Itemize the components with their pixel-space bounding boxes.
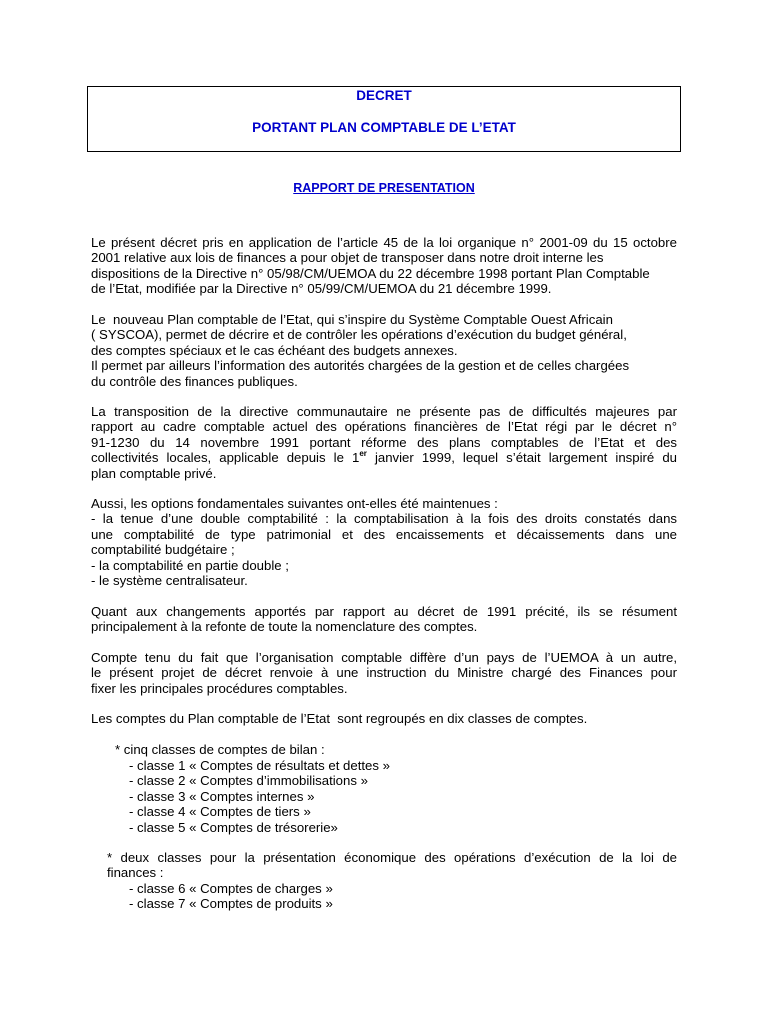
text-fragment: janvier 1999, lequel s’était largement inspiré du — [366, 450, 677, 466]
text-line: plan comptable privé. — [91, 465, 217, 481]
text-line: Il permet par ailleurs l’information des autorités chargées de la gestion et de celles chargées — [91, 358, 630, 374]
bilan-classes-list — [129, 758, 390, 835]
text-line: 2001 relative aux lois de finances a pour objet de transposer dans notre droit interne les — [91, 250, 604, 266]
text-fragment: collectivités locales, applicable depuis le 1 — [91, 450, 360, 466]
paragraph-new-plan — [91, 312, 677, 389]
title-box — [87, 86, 681, 152]
list-item: - classe 1 « Comptes de résultats et dettes » — [129, 758, 390, 773]
text-line: Aussi, les options fondamentales suivantes ont-elles été maintenues : — [91, 496, 498, 511]
text-line: 91-1230 du 14 novembre 1991 portant réforme des plans comptables de l’Etat et des — [91, 434, 677, 450]
report-heading: RAPPORT DE PRESENTATION — [293, 181, 475, 195]
text-line: du contrôle des finances publiques. — [91, 373, 298, 389]
ordinal-superscript: er — [359, 449, 367, 459]
text-line: Le nouveau Plan comptable de l’Etat, qui s’inspire du Système Comptable Ouest Africain — [91, 312, 613, 327]
list-item: - classe 7 « Comptes de produits » — [129, 896, 333, 912]
economic-classes-heading — [107, 850, 677, 881]
text-line: rapport au cadre comptable actuel des opérations financières de l’Etat régi par le décret n° — [91, 419, 677, 435]
text-line: - la tenue d’une double comptabilité : la comptabilisation à la fois des droits constatés dans — [91, 511, 677, 527]
paragraph-organisation — [91, 650, 677, 696]
text-line: des comptes spéciaux et le cas échéant des budgets annexes. — [91, 342, 458, 358]
text-line: Compte tenu du fait que l’organisation comptable diffère d’un pays de l’UEMOA à un autre, — [91, 650, 677, 665]
bilan-classes-heading — [115, 742, 325, 757]
paragraph-intro — [91, 235, 677, 297]
economic-classes-list — [129, 881, 333, 912]
text-line: ( SYSCOA), permet de décrire et de contrôler les opérations d’exécution du budget général, — [91, 327, 627, 343]
text-line: finances : — [107, 865, 164, 881]
list-item: - classe 2 « Comptes d’immobilisations » — [129, 773, 368, 789]
text-line: le présent projet de décret renvoie à une instruction du Ministre chargé des Finances pour — [91, 665, 677, 681]
list-item: - classe 5 « Comptes de trésorerie» — [129, 819, 338, 835]
paragraph-transposition — [91, 404, 677, 481]
text-line: Quant aux changements apportés par rapport au décret de 1991 précité, ils se résument — [91, 604, 677, 619]
text-line: Le présent décret pris en application de l’article 45 de la loi organique n° 2001-09 du 15 octobre — [91, 235, 677, 250]
text-line: de l’Etat, modifiée par la Directive n° 05/99/CM/UEMOA du 21 décembre 1999. — [91, 281, 552, 297]
text-line: - le système centralisateur. — [91, 573, 248, 589]
text-line: Les comptes du Plan comptable de l’Etat sont regroupés en dix classes de comptes. — [91, 711, 588, 726]
text-line: - la comptabilité en partie double ; — [91, 557, 289, 573]
list-item: - classe 6 « Comptes de charges » — [129, 881, 333, 896]
text-line: fixer les principales procédures comptables. — [91, 680, 348, 696]
text-line — [91, 450, 677, 465]
text-line: La transposition de la directive communautaire ne présente pas de difficultés majeures par — [91, 404, 677, 419]
list-item: - classe 4 « Comptes de tiers » — [129, 804, 311, 820]
decree-subject: PORTANT PLAN COMPTABLE DE L’ETAT — [252, 120, 516, 135]
text-line: * deux classes pour la présentation économique des opérations d’exécution de la loi de — [107, 850, 677, 865]
paragraph-classes — [91, 711, 677, 726]
text-line: comptabilité budgétaire ; — [91, 542, 235, 558]
text-line: principalement à la refonte de toute la nomenclature des comptes. — [91, 619, 478, 635]
text-line: dispositions de la Directive n° 05/98/CM/UEMOA du 22 décembre 1998 portant Plan Comptable — [91, 265, 650, 281]
paragraph-changes — [91, 604, 677, 635]
paragraph-options — [91, 496, 677, 588]
list-item: - classe 3 « Comptes internes » — [129, 788, 315, 804]
text-line: une comptabilité de type patrimonial et des encaissements et décaissements dans une — [91, 526, 677, 542]
text-line: * cinq classes de comptes de bilan : — [115, 742, 325, 757]
decree-title: DECRET — [356, 88, 412, 103]
